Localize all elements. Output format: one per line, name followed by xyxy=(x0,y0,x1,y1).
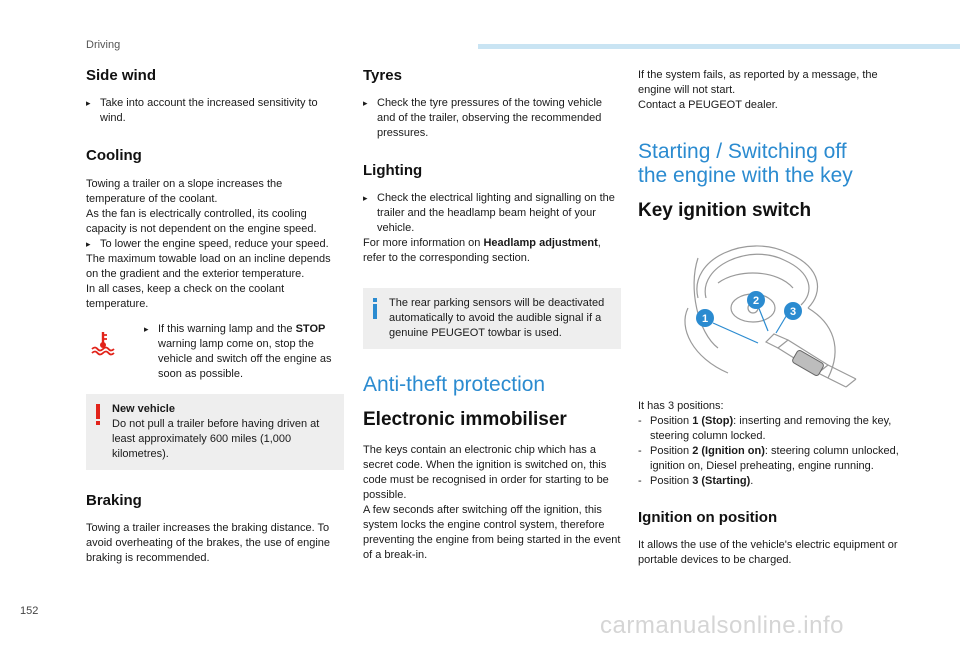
new-vehicle-title: New vehicle xyxy=(112,403,175,415)
starting-heading-line2: the engine with the key xyxy=(638,164,853,187)
bullet-icon: ▸ xyxy=(86,239,91,249)
key-ignition-heading: Key ignition switch xyxy=(638,200,812,221)
coolant-warning: ▸ If this warning lamp and the STOP warning lamp come on, stop the vehicle and switch off the engine as soon as possible. xyxy=(90,322,344,382)
bullet-icon: ▸ xyxy=(144,324,149,334)
bullet-icon: ▸ xyxy=(363,193,368,203)
anti-theft-heading: Anti-theft protection xyxy=(363,373,546,396)
system-fail-text: If the system fails, as reported by a message, the engine will not start. xyxy=(638,69,878,96)
position-marker-3-icon xyxy=(784,302,802,320)
svg-text:2: 2 xyxy=(752,295,760,307)
cooling-heading: Cooling xyxy=(86,147,142,164)
position-3-item: - Position 3 (Starting). xyxy=(638,475,754,487)
svg-text:3: 3 xyxy=(789,306,797,318)
warning-exclamation-icon xyxy=(94,404,102,431)
bullet-icon: ▸ xyxy=(363,98,368,108)
new-vehicle-text: Do not pull a trailer before having driven at least approximately 600 miles (1,000 kilometres). xyxy=(112,418,320,460)
ignition-on-text: It allows the use of the vehicle's electric equipment or portable devices to be charged. xyxy=(638,539,898,566)
parking-sensors-info-box: The rear parking sensors will be deactivated automatically to avoid the audible signal if a genuine PEUGEOT towbar is used. xyxy=(363,288,621,349)
header-bar xyxy=(478,44,960,49)
cooling-p2: As the fan is electrically controlled, its cooling capacity is not dependent on the engine speed. xyxy=(86,208,317,235)
starting-heading-line1: Starting / Switching off xyxy=(638,140,847,163)
side-wind-bullet: ▸ Take into account the increased sensitivity to wind. xyxy=(86,97,318,124)
contact-dealer-text: Contact a PEUGEOT dealer. xyxy=(638,99,778,111)
cooling-p4: In all cases, keep a check on the coolant temperature. xyxy=(86,283,285,310)
page-number: 152 xyxy=(20,605,39,617)
cooling-p1: Towing a trailer on a slope increases the temperature of the coolant. xyxy=(86,178,283,205)
ignition-on-heading: Ignition on position xyxy=(638,509,778,526)
cooling-bullet: ▸ To lower the engine speed, reduce your speed. xyxy=(86,238,329,250)
lighting-more-info: For more information on Headlamp adjustment, refer to the corresponding section. xyxy=(363,237,601,264)
position-2-item: - Position 2 (Ignition on): steering column unlocked, ignition on, Diesel preheating, engine running. xyxy=(638,445,899,472)
immobiliser-p1: The keys contain an electronic chip which has a secret code. When the ignition is switched on, this code must be recognised in order for starting to be possible. xyxy=(363,444,609,501)
column-1 xyxy=(86,62,344,566)
new-vehicle-box xyxy=(86,394,344,470)
positions-intro: It has 3 positions: xyxy=(638,400,724,412)
position-1-item: - Position 1 (Stop): inserting and removing the key, steering column locked. xyxy=(638,415,892,442)
bullet-icon: ▸ xyxy=(86,98,91,108)
cooling-p3: The maximum towable load on an incline depends on the gradient and the exterior temperature. xyxy=(86,253,331,280)
immobiliser-heading: Electronic immobiliser xyxy=(363,409,567,430)
braking-heading: Braking xyxy=(86,492,142,509)
ignition-switch-illustration xyxy=(658,238,900,393)
key-fob-icon xyxy=(792,349,825,376)
tyres-bullet: ▸ Check the tyre pressures of the towing vehicle and of the trailer, observing the recommended pressures. xyxy=(363,97,603,139)
column-2 xyxy=(363,62,621,563)
coolant-temperature-icon xyxy=(90,322,144,382)
info-icon xyxy=(371,298,379,325)
watermark: carmanualsonline.info xyxy=(600,612,844,639)
position-marker-1-icon xyxy=(696,309,714,327)
side-wind-heading: Side wind xyxy=(86,67,157,84)
section-label: Driving xyxy=(86,39,121,51)
lighting-bullet: ▸ Check the electrical lighting and signalling on the trailer and the headlamp beam height of your vehicle. xyxy=(363,192,615,234)
braking-text: Towing a trailer increases the braking distance. To avoid overheating of the brakes, the use of engine braking is recommended. xyxy=(86,522,331,564)
immobiliser-p2: A few seconds after switching off the ignition, this system locks the engine control system, therefore preventing the engine from being started in the event of a break-in. xyxy=(363,504,621,561)
lighting-heading: Lighting xyxy=(363,162,423,179)
position-marker-2-icon xyxy=(747,291,765,309)
tyres-heading: Tyres xyxy=(363,67,402,84)
svg-text:1: 1 xyxy=(701,313,709,325)
column-3 xyxy=(638,62,900,568)
